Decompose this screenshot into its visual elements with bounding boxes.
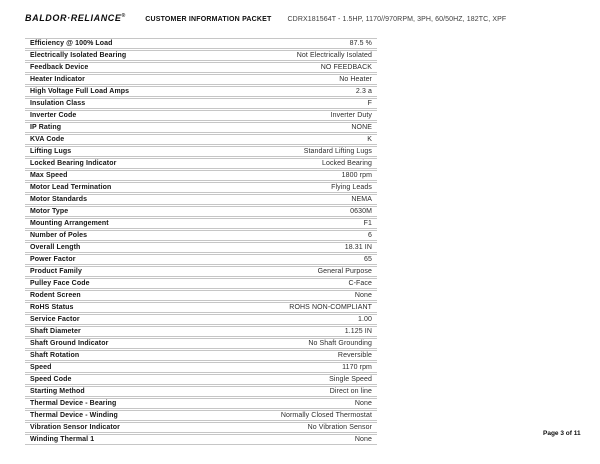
spec-label: Power Factor xyxy=(30,256,76,263)
spec-value: Single Speed xyxy=(329,376,372,383)
table-row xyxy=(25,182,377,193)
spec-label: Shaft Ground Indicator xyxy=(30,340,109,347)
spec-label: Starting Method xyxy=(30,388,85,395)
spec-label: Overall Length xyxy=(30,244,81,251)
spec-value: Inverter Duty xyxy=(330,112,372,119)
spec-value: Not Electrically Isolated xyxy=(296,52,372,59)
spec-label: Thermal Device - Bearing xyxy=(30,400,117,407)
table-row xyxy=(25,314,377,325)
spec-label: Heater Indicator xyxy=(30,76,85,83)
spec-label: Motor Standards xyxy=(30,196,88,203)
spec-value: No Vibration Sensor xyxy=(307,424,372,431)
spec-value: Flying Leads xyxy=(331,184,372,191)
spec-value: No Shaft Grounding xyxy=(308,340,372,347)
spec-value: General Purpose xyxy=(317,268,372,275)
table-row xyxy=(25,122,377,133)
spec-value: 18.31 IN xyxy=(344,244,372,251)
spec-label: Shaft Diameter xyxy=(30,328,81,335)
spec-label: KVA Code xyxy=(30,136,65,143)
table-row xyxy=(25,362,377,373)
spec-label: Efficiency @ 100% Load xyxy=(30,40,113,47)
spec-value: NO FEEDBACK xyxy=(320,64,372,71)
registered-trademark-mark: ® xyxy=(121,13,126,19)
spec-value: ROHS NON-COMPLIANT xyxy=(289,304,372,311)
spec-label: Mounting Arrangement xyxy=(30,220,109,227)
spec-label: Lifting Lugs xyxy=(30,148,72,155)
spec-label: Thermal Device - Winding xyxy=(30,412,118,419)
spec-label: Max Speed xyxy=(30,172,68,179)
spec-value: 1.125 IN xyxy=(344,328,372,335)
spec-label: IP Rating xyxy=(30,124,62,131)
table-row xyxy=(25,386,377,397)
table-row xyxy=(25,134,377,145)
spec-label: Speed xyxy=(30,364,52,371)
table-row xyxy=(25,410,377,421)
table-row xyxy=(25,194,377,205)
table-row xyxy=(25,422,377,433)
table-row xyxy=(25,86,377,97)
table-row xyxy=(25,254,377,265)
table-row xyxy=(25,350,377,361)
table-row xyxy=(25,374,377,385)
table-row xyxy=(25,290,377,301)
spec-label: Feedback Device xyxy=(30,64,89,71)
spec-value: Locked Bearing xyxy=(321,160,372,167)
table-row xyxy=(25,62,377,73)
spec-label: Inverter Code xyxy=(30,112,77,119)
table-row xyxy=(25,242,377,253)
baldor-reliance-logo xyxy=(25,13,125,23)
spec-value: None xyxy=(354,292,372,299)
table-row xyxy=(25,230,377,241)
spec-value: F1 xyxy=(363,220,372,227)
spec-value: Reversible xyxy=(337,352,372,359)
spec-value: No Heater xyxy=(339,76,372,83)
spec-value: NONE xyxy=(351,124,372,131)
spec-value: 2.3 a xyxy=(355,88,372,95)
table-row xyxy=(25,50,377,61)
spec-value: 87.5 % xyxy=(349,40,372,47)
table-row xyxy=(25,434,377,445)
table-row xyxy=(25,326,377,337)
table-row xyxy=(25,398,377,409)
spec-label: Product Family xyxy=(30,268,82,275)
spec-label: Winding Thermal 1 xyxy=(30,436,95,443)
spec-value: NEMA xyxy=(351,196,372,203)
spec-label: Number of Poles xyxy=(30,232,88,239)
spec-value: Normally Closed Thermostat xyxy=(280,412,372,419)
table-row xyxy=(25,98,377,109)
spec-value: Direct on line xyxy=(329,388,372,395)
table-row xyxy=(25,170,377,181)
spec-value: 6 xyxy=(368,232,372,239)
spec-label: RoHS Status xyxy=(30,304,74,311)
table-row xyxy=(25,110,377,121)
product-code: CDRX181564T - 1.5HP, 1170//970RPM, 3PH, 60/50HZ, 182TC, XPF xyxy=(287,16,507,23)
spec-value: 1170 rpm xyxy=(342,364,372,371)
spec-label: Rodent Screen xyxy=(30,292,81,299)
table-row xyxy=(25,146,377,157)
spec-table xyxy=(25,38,377,446)
spec-value: Standard Lifting Lugs xyxy=(303,148,372,155)
page-number: Page 3 of 11 xyxy=(543,430,581,437)
table-row xyxy=(25,278,377,289)
table-row xyxy=(25,206,377,217)
table-row xyxy=(25,338,377,349)
table-row xyxy=(25,302,377,313)
spec-label: Motor Type xyxy=(30,208,69,215)
spec-value: None xyxy=(354,400,372,407)
spec-value: F xyxy=(367,100,372,107)
spec-label: Speed Code xyxy=(30,376,72,383)
spec-value: 65 xyxy=(364,256,372,263)
spec-value: None xyxy=(354,436,372,443)
table-row xyxy=(25,218,377,229)
logo-text: BALDOR·RELIANCE xyxy=(25,13,122,23)
spec-label: Motor Lead Termination xyxy=(30,184,112,191)
table-row xyxy=(25,74,377,85)
document-title: CUSTOMER INFORMATION PACKET xyxy=(145,16,272,23)
spec-label: Locked Bearing Indicator xyxy=(30,160,117,167)
spec-label: Vibration Sensor Indicator xyxy=(30,424,120,431)
spec-label: Insulation Class xyxy=(30,100,86,107)
table-row xyxy=(25,38,377,49)
spec-value: 1.00 xyxy=(357,316,372,323)
spec-value: K xyxy=(367,136,372,143)
spec-value: 0630M xyxy=(350,208,372,215)
table-row xyxy=(25,158,377,169)
spec-value: 1800 rpm xyxy=(341,172,372,179)
spec-label: Pulley Face Code xyxy=(30,280,90,287)
spec-label: High Voltage Full Load Amps xyxy=(30,88,130,95)
table-row xyxy=(25,266,377,277)
spec-label: Electrically Isolated Bearing xyxy=(30,52,127,59)
spec-label: Shaft Rotation xyxy=(30,352,80,359)
spec-value: C-Face xyxy=(348,280,372,287)
page-header xyxy=(25,13,580,23)
spec-label: Service Factor xyxy=(30,316,80,323)
